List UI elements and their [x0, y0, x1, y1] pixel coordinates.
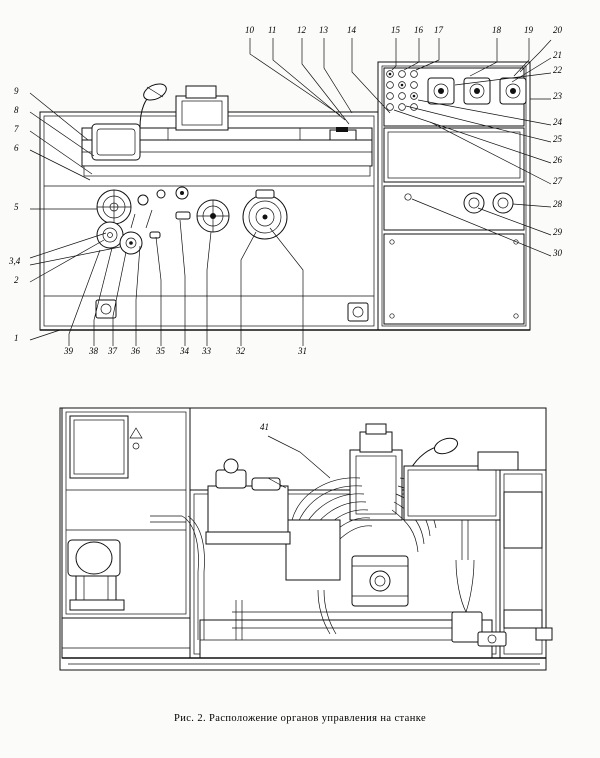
callout-19: 19 — [524, 25, 533, 35]
callout-12: 12 — [297, 25, 306, 35]
callout-13: 13 — [319, 25, 328, 35]
callout-2: 2 — [14, 275, 19, 285]
callout-9: 9 — [14, 86, 19, 96]
callout-15: 15 — [391, 25, 400, 35]
callout-17: 17 — [434, 25, 443, 35]
callout-14: 14 — [347, 25, 356, 35]
callout-27: 27 — [553, 176, 562, 186]
callout-20: 20 — [553, 25, 562, 35]
callout-18: 18 — [492, 25, 501, 35]
callout-32: 32 — [236, 346, 245, 356]
callout-24: 24 — [553, 117, 562, 127]
callout-22: 22 — [553, 65, 562, 75]
callout-35: 35 — [156, 346, 165, 356]
callout-25: 25 — [553, 134, 562, 144]
callout-8: 8 — [14, 105, 19, 115]
top-view-machine — [40, 62, 530, 330]
callout-34: 34 — [180, 346, 189, 356]
callout-33: 33 — [202, 346, 211, 356]
callout-11: 11 — [268, 25, 277, 35]
callout-30: 30 — [553, 248, 562, 258]
callout-36: 36 — [131, 346, 140, 356]
callout-3-4: 3,4 — [9, 256, 21, 266]
callout-29: 29 — [553, 227, 562, 237]
callout-37: 37 — [108, 346, 117, 356]
callout-16: 16 — [414, 25, 423, 35]
callout-5: 5 — [14, 202, 19, 212]
callout-38: 38 — [89, 346, 98, 356]
callout-21: 21 — [553, 50, 562, 60]
callout-7: 7 — [14, 124, 19, 134]
callout-41: 41 — [260, 422, 269, 432]
callout-23: 23 — [553, 91, 562, 101]
figure-caption: Рис. 2. Расположение органов управления на станке — [173, 713, 427, 724]
bottom-view-machine — [60, 408, 552, 670]
callout-28: 28 — [553, 199, 562, 209]
callout-6: 6 — [14, 143, 19, 153]
callout-39: 39 — [64, 346, 73, 356]
callout-10: 10 — [245, 25, 254, 35]
callout-26: 26 — [553, 155, 562, 165]
callout-31: 31 — [298, 346, 307, 356]
callout-1: 1 — [14, 333, 19, 343]
